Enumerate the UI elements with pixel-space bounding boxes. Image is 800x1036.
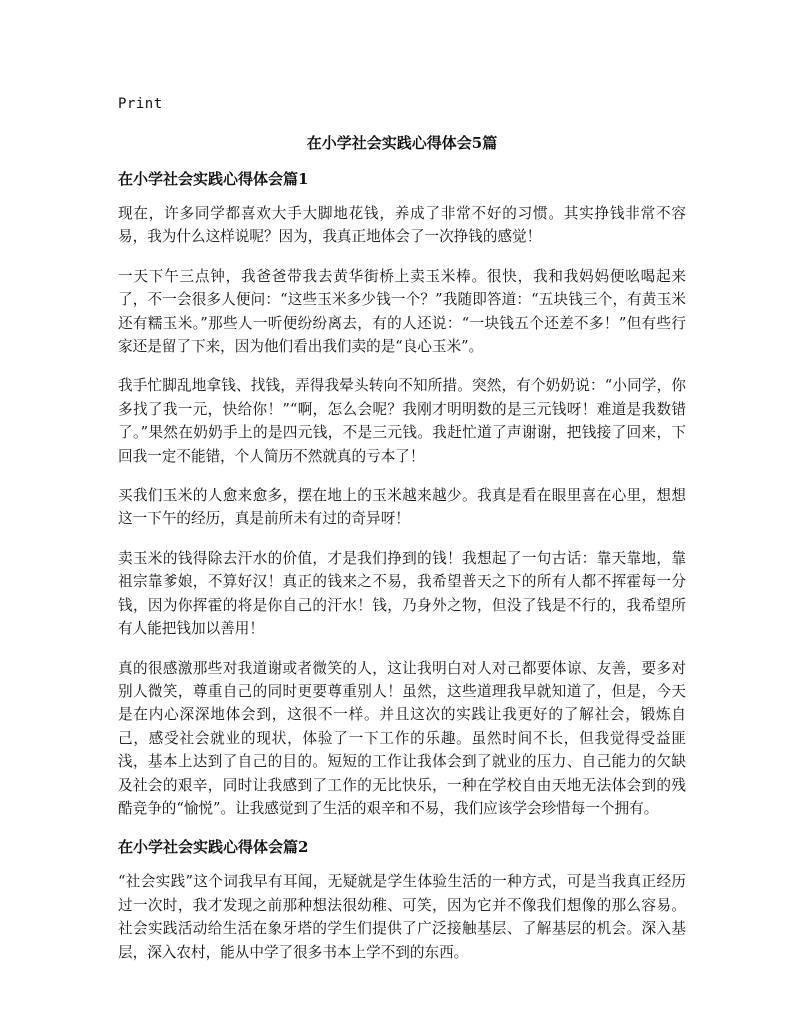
- paragraph: “社会实践”这个词我早有耳闻，无疑就是学生体验生活的一种方式，可是当我真正经历过一次时，我才发现之前那种想法很幼稚、可笑，因为它并不像我们想像的那么容易。社会实践活动给生活在象牙塔的学生们提供了广泛接触基层、了解基层的机会。深入基层，深入农村，能从中学了很多书本上学不到的东西。: [118, 873, 686, 961]
- document-title: 在小学社会实践心得体会5篇: [306, 134, 498, 152]
- section-2: [118, 836, 686, 964]
- print-label: Print: [118, 96, 163, 112]
- section-heading: 在小学社会实践心得体会篇1: [118, 170, 309, 188]
- paragraph: 我手忙脚乱地拿钱、找钱，弄得我晕头转向不知所措。突然，有个奶奶说：“小同学，你多找了我一元，快给你！”“啊，怎么会呢？我刚才明明数的是三元钱呀！难道是我数错了。”果然在奶奶手上的是四元钱，不是三元钱。我赶忙道了声谢谢，把钱接了回来，下回我一定不能错，个人简历不然就真的亏本了！: [118, 377, 686, 465]
- paragraph: 真的很感激那些对我道谢或者微笑的人，这让我明白对人对己都要体谅、友善，要多对别人微笑，尊重自己的同时更要尊重别人！虽然，这些道理我早就知道了，但是，今天是在内心深深地体会到，这很不一样。并且这次的实践让我更好的了解社会，锻炼自己，感受社会就业的现状，体验了一下工作的乐趣。虽然时间不长，但我觉得受益匪浅，基本上达到了自己的目的。短短的工作让我体会到了就业的压力、自己能力的欠缺及社会的艰辛，同时让我感到了工作的无比快乐，一种在学校自由天地无法体会到的残酷竞争的“愉悦”。让我感觉到了生活的艰辛和不易，我们应该学会珍惜每一个拥有。: [118, 659, 686, 817]
- paragraph: 一天下午三点钟，我爸爸带我去黄华街桥上卖玉米棒。很快，我和我妈妈便吆喝起来了，不一会很多人便问：“这些玉米多少钱一个？”我随即答道：“五块钱三个，有黄玉米还有糯玉米。”那些人一听便纷纷离去，有的人还说：“一块钱五个还差不多！”但有些行家还是留了下来，因为他们看出我们卖的是“良心玉米”。: [118, 267, 686, 356]
- section-1: [118, 168, 686, 820]
- paragraph: 卖玉米的钱得除去汗水的价值，才是我们挣到的钱！我想起了一句古话：靠天靠地，靠祖宗靠爹娘，不算好汉！真正的钱来之不易，我希望普天之下的所有人都不挥霍每一分钱，因为你挥霍的将是你自己的汗水！钱，乃身外之物，但没了钱是不行的，我希望所有人能把钱加以善用！: [118, 549, 686, 638]
- paragraph: 现在，许多同学都喜欢大手大脚地花钱，养成了非常不好的习惯。其实挣钱非常不容易，我为什么这样说呢？因为，我真正地体会了一次挣钱的感觉！: [118, 205, 686, 246]
- paragraph: 买我们玉米的人愈来愈多，摆在地上的玉米越来越少。我真是看在眼里喜在心里，想想这一下午的经历，真是前所未有过的奇异呀！: [118, 487, 686, 528]
- section-heading: 在小学社会实践心得体会篇2: [118, 838, 309, 857]
- document-page: [118, 94, 686, 980]
